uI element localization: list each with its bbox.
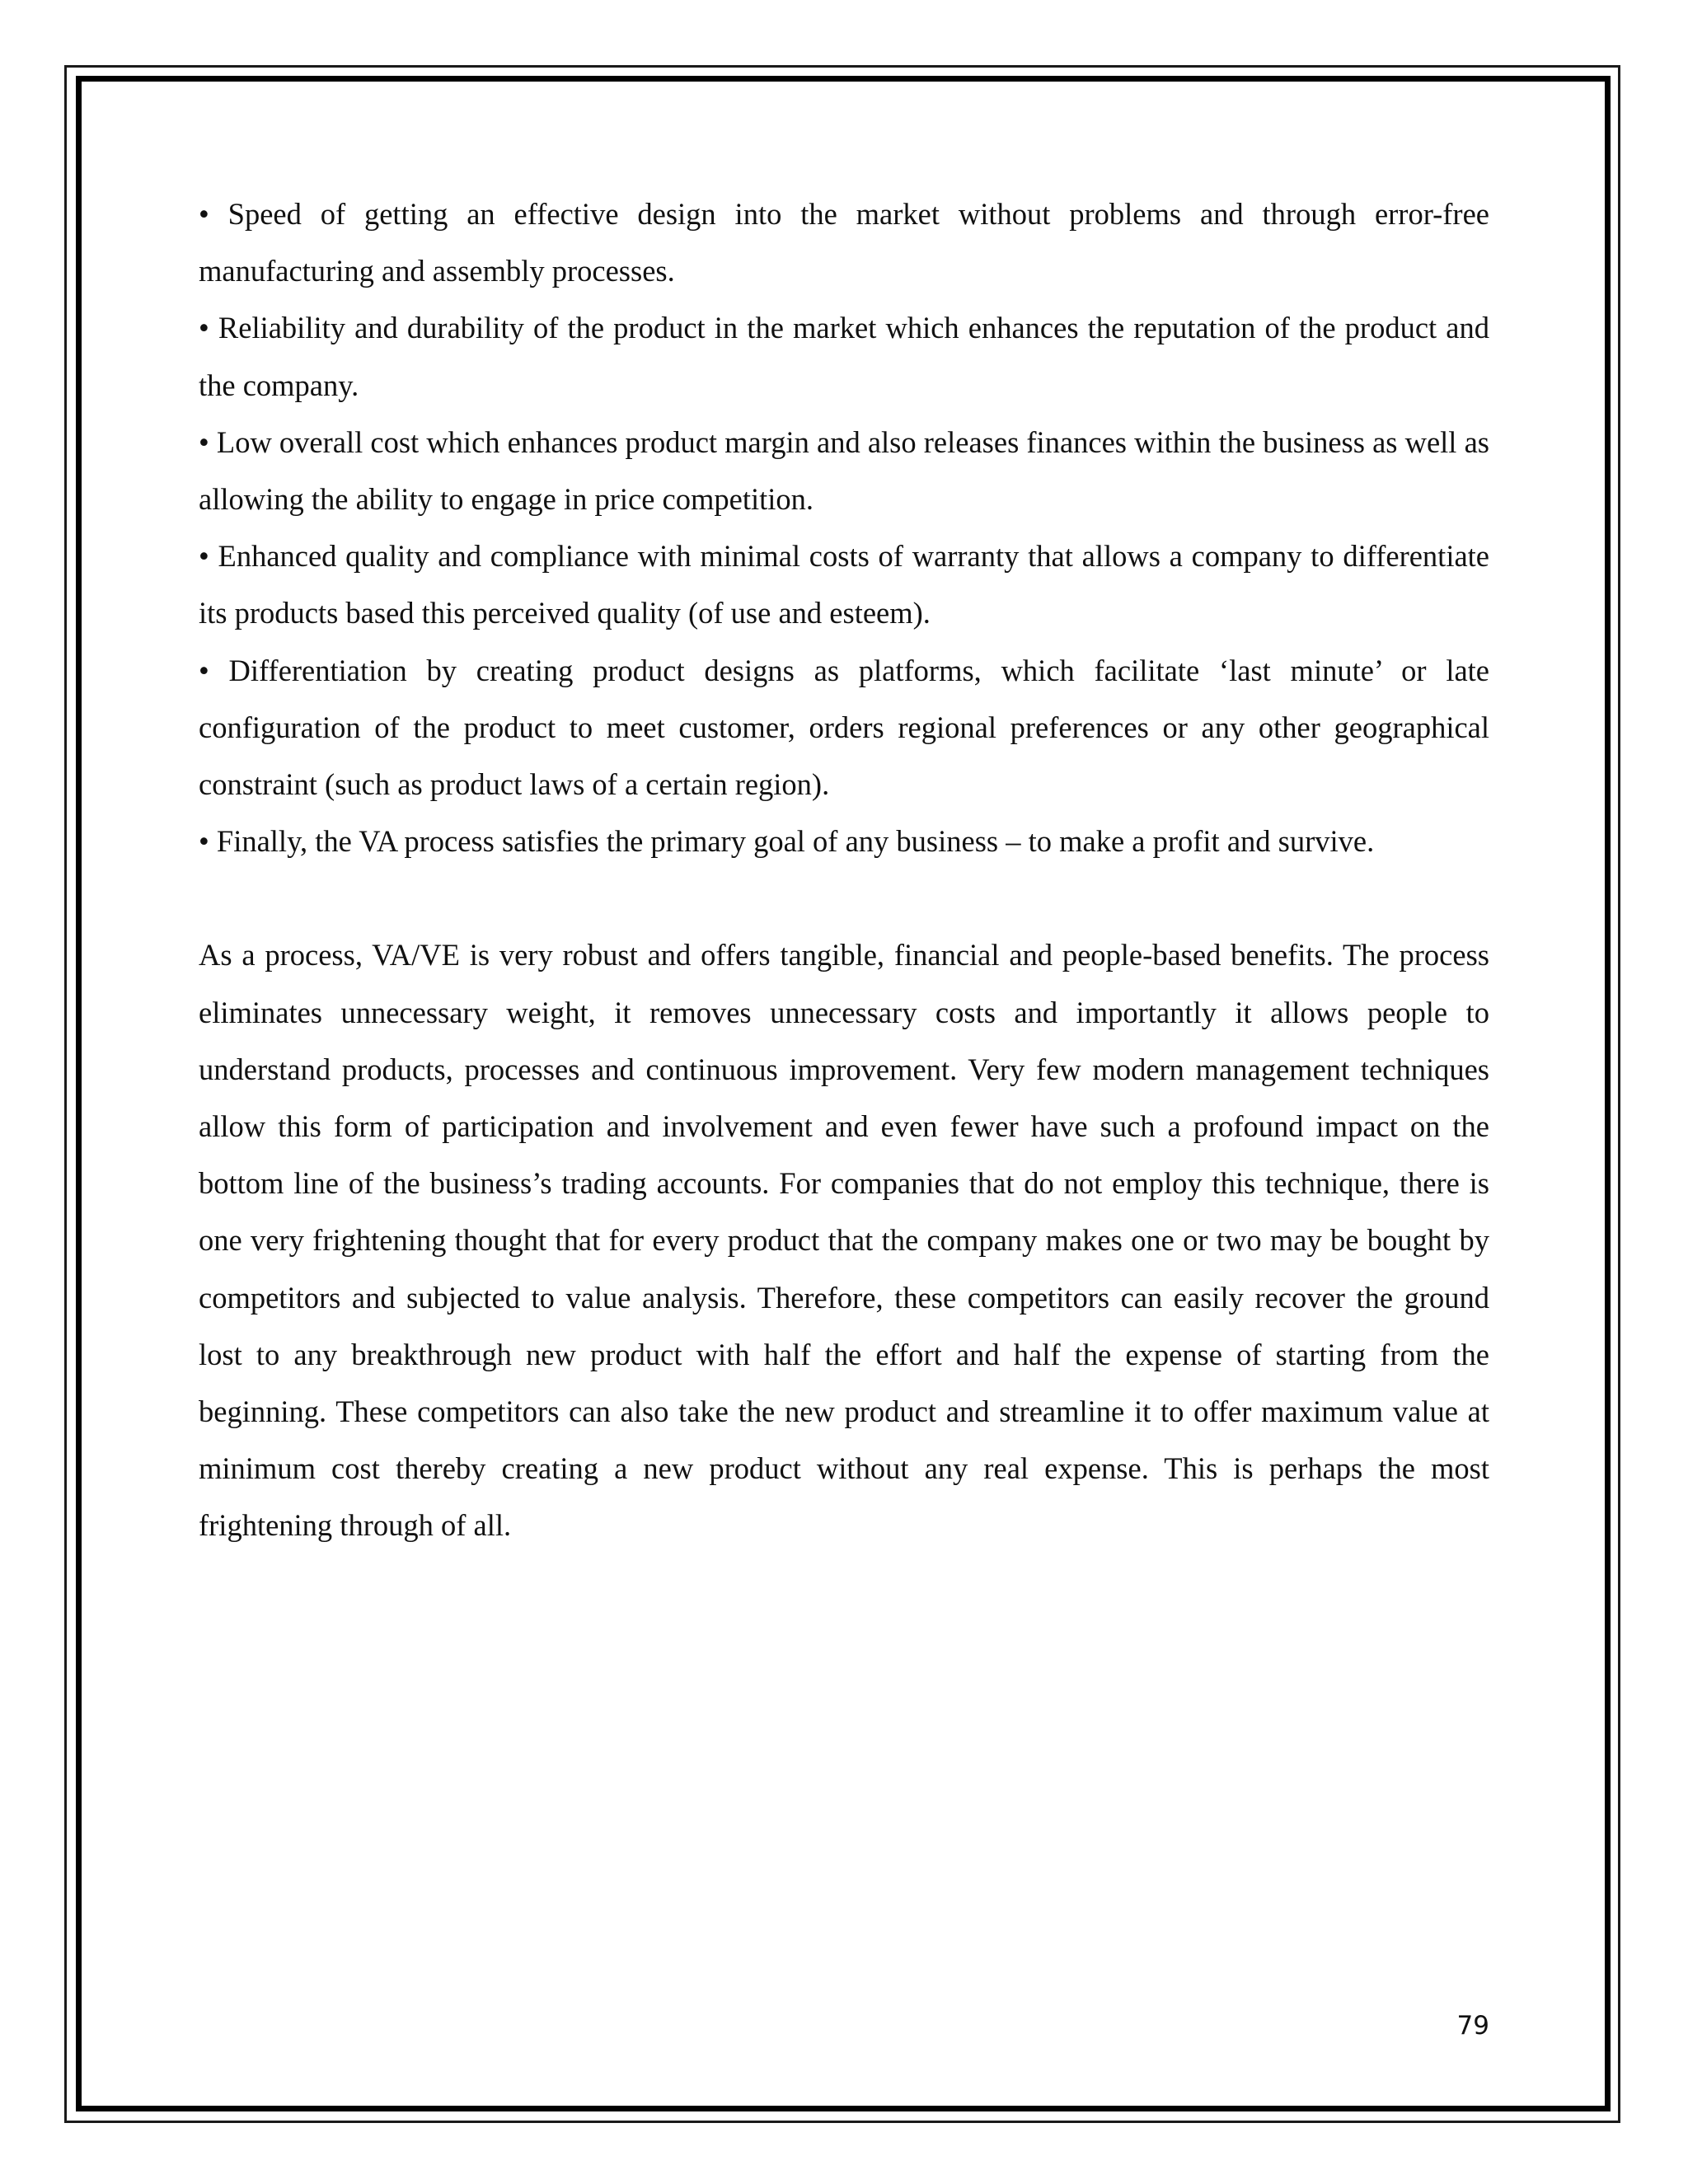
bullet-item-profit: • Finally, the VA process satisfies the primary goal of any business – to make a profit and survive. [199,824,1375,859]
bullet-item-reliability: • Reliability and durability of the product in the market which enhances the reputation of the product and the company. [199,311,1489,402]
bullet-item-low-cost: • Low overall cost which enhances product margin and also releases finances within the business as well as allowing the ability to engage in price competition. [199,424,1489,517]
body-paragraph: As a process, VA/VE is very robust and offers tangible, financial and people-based benefits. The process eliminates unnecessary weight, it removes unnecessary costs and importantly it allows people to understand products, processes and continuous improvement. Very few modern management techniques allow this form of participation and involvement and even fewer have such a profound impact on the bottom line of the business’s trading accounts. For companies that do not employ this technique, there is one very frightening thought that for every product that the company makes one or two may be bought by competitors and subjected to value analysis. Therefore, these competitors can easily recover the ground lost to any breakthrough new product with half the effort and half the expense of starting from the beginning. These competitors can also take the new product and streamline it to offer maximum value at minimum cost thereby creating a new product without any real expense. This is perhaps the most frightening through of all. [199,938,1489,1543]
bullet-item-differentiation: • Differentiation by creating product designs as platforms, which facilitate ‘last minute’ or late configuration of the product to meet customer, orders regional preferences or any other geographical constraint (such as product laws of a certain region). [199,653,1489,802]
page-body [199,185,1489,1554]
bullet-item-speed: • Speed of getting an effective design into the market without problems and through error-free manufacturing and assembly processes. [199,197,1489,288]
page-number: 79 [1456,2011,1489,2041]
bullet-item-quality: • Enhanced quality and compliance with minimal costs of warranty that allows a company to differentiate its products based this perceived quality (of use and esteem). [199,539,1489,630]
